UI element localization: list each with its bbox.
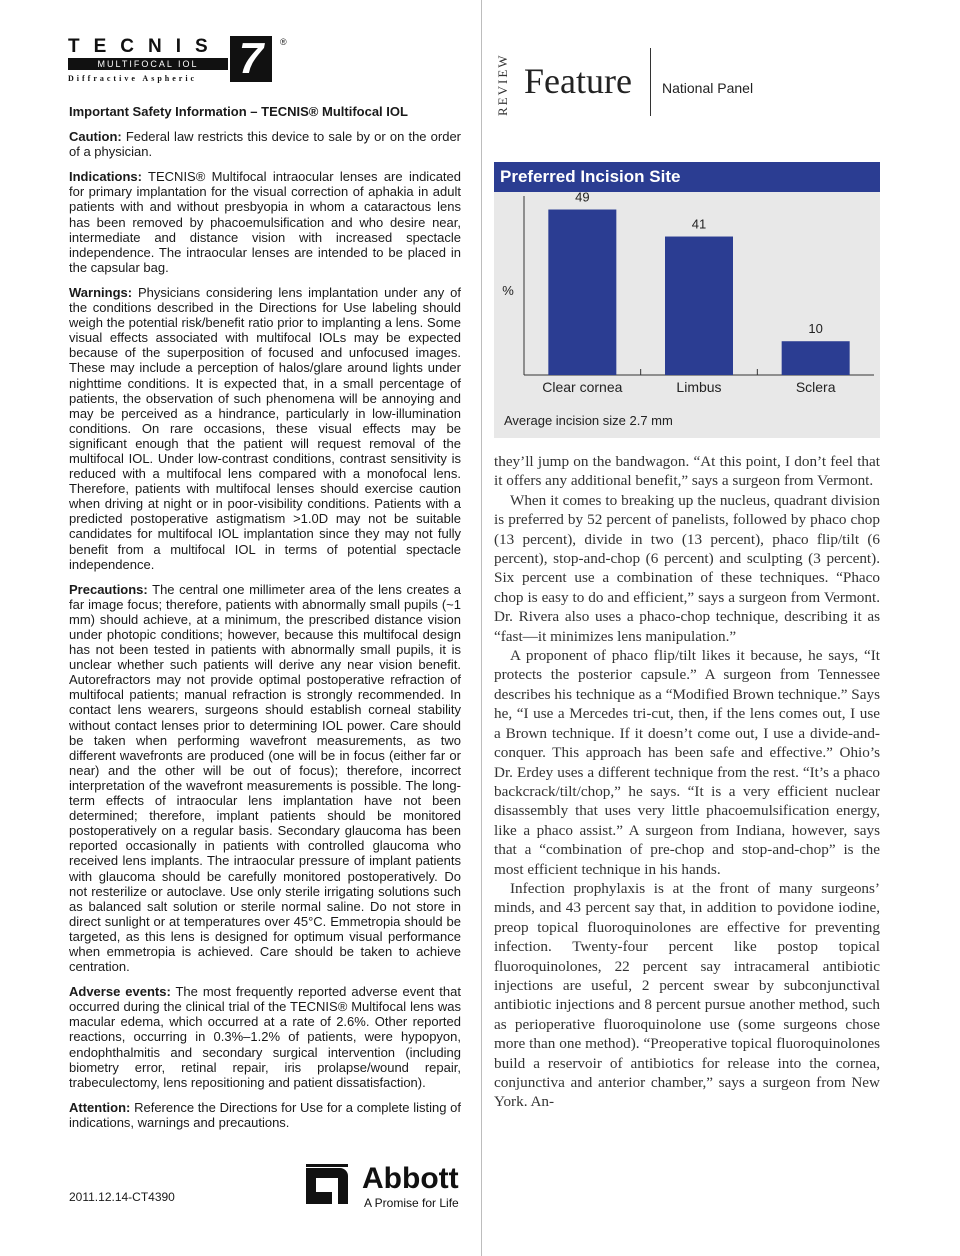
logo-subtitle: Diffractive Aspheric xyxy=(68,74,198,83)
data-label: 41 xyxy=(691,216,707,232)
bar-sclera xyxy=(782,341,850,375)
chart-title: Preferred Incision Site xyxy=(500,167,681,186)
bar-clear-cornea xyxy=(548,210,616,375)
abbott-name: Abbott xyxy=(362,1162,459,1195)
y-axis-label: % xyxy=(502,283,514,298)
safety-text: The most frequently reported adverse event that occurred during the clinical trial of the TECNIS® Multifocal lens was macular edema, which occurred at a rate of 2.6%. Other reported reactions, occurring in 0.3%–1.2% of patients, were hypopyon, endophthalmitis and secondary surgical intervention (including biometry error, retinal repair, iris prolapse/wound repair, trabeculectomy, lens repositioning and patient dissatisfaction). xyxy=(69,984,461,1090)
feature-title: Feature xyxy=(524,61,632,101)
bar-limbus xyxy=(665,237,733,375)
safety-label: Attention: xyxy=(69,1099,131,1115)
data-label: 49 xyxy=(575,192,590,205)
safety-label: Precautions: xyxy=(69,581,148,597)
incision-site-chart xyxy=(494,162,880,438)
safety-text: The central one millimeter area of the lens creates a far image focus; therefore, patients with abnormally small pupils (~1 mm) should achieve, at a minimum, the prescribed distance vision under photopic conditions; however, because this multifocal design has not been tested in patients with abnormally small pupils, it is unclear whether such patients will derive any near vision benefit. Autorefractors may not provide optimal postoperative refraction of multifocal patients; manual refraction is strongly recommended. In contact lens wearers, surgeons should establish corneal stability without contact lenses prior to determining IOL power. Care should be taken when performing wavefront measurements, as two different wavefronts are produced (one will be in focus (either far or near) and the other will be out of focus); therefore, incorrect interpretation of the wavefront measurements is possible. The long-term effects of intraocular lens implantation have not been determined; therefore, implant patients should be monitored postoperatively on a regular basis. Secondary glaucoma has been reported occasionally in patients with controlled glaucoma who received lens implants. The intraocular pressure of implant patients with glaucoma should be carefully monitored postoperatively. Do not resterilize or autoclave. Use only sterile irrigating solutions such as balanced salt solution or sterile normal saline. Do not store in direct sunlight or at temperatures over 45°C. Emmetropia should be targeted, as this lens is designed for optimum visual performance when emmetropia is achieved. Care should be taken to achieve centration. xyxy=(69,581,461,975)
article-paragraph: Infection prophylaxis is at the front of many surgeons’ minds, and 43 percent say that, in addition to povidone iodine, preop topical fluoroquinolones are effective for preventing infection. Twenty-four percent like postop topical fluoroquinolones, 22 percent say intracameral antibiotic injections are useful, 2 percent swear by subconjunctival antibiotic injections and 8 percent pursue another method, such as perioperative fluoroquinolone use (some surgeons chose more than one method). “Preoperative topical fluoroquinolones build a reservoir of antibiotics for release into the cornea, conjunctiva and anterior chamber,” says a surgeon from New York. An- xyxy=(494,879,880,1111)
section-label xyxy=(492,48,514,116)
safety-text: TECNIS® Multifocal intraocular lenses are indicated for primary implantation for the visual correction of aphakia in adult patients with and without presbyopia in whom a cataractous lens has been removed by phacoemulsification and who desire near, intermediate and distance vision with increased spectacle independence. The intraocular lenses are intended to be placed in the capsular bag. xyxy=(69,169,461,275)
data-label: 10 xyxy=(808,321,823,337)
safety-label: Indications: xyxy=(69,169,142,185)
article-body xyxy=(494,452,880,1112)
safety-text: Physicians considering lens implantation under any of the conditions described in the Directions for Use labeling should weigh the potential risk/benefit ratio prior to implanting a lens. Some visual effects associated with multifocal IOLs may be expected because of the superposition of focused and unfocused images. These may include a perception of halos/glare around lights under nighttime conditions. It is expected that, in a small percentage of patients, the observation of such phenomena will be annoying and may be perceived as a hindrance, particularly in low-illumination conditions. On rare occasions, these visual effects may be significant enough that the patient will request removal of the multifocal IOL. Under low-contrast conditions, contrast sensitivity is reduced with a multifocal lens compared with a monofocal lens. Therefore, patients with multifocal lenses should exercise caution when driving at night or in poor-visibility conditions. Patients with a predicted postoperative astigmatism >1.0D may not be suitable candidates for multifocal IOL implantation since they may not fully benefit from a multifocal IOL in terms of potential spectacle independence. xyxy=(69,284,461,572)
tecnis-logo xyxy=(68,34,287,84)
safety-attention xyxy=(69,1100,461,1130)
article-paragraph: they’ll jump on the bandwagon. “At this point, I don’t feel that it offers any additional benefit,” says a surgeon from Vermont. xyxy=(494,453,880,490)
safety-text: Reference the Directions for Use for a complete listing of indications, warnings and precautions. xyxy=(69,1099,461,1130)
logo-numeral: 7 xyxy=(230,36,272,82)
category-label: Limbus xyxy=(676,379,722,395)
safety-label: Adverse events: xyxy=(69,984,171,1000)
abbott-logo xyxy=(302,1162,472,1212)
chart-title-bar xyxy=(494,162,880,192)
safety-heading: Important Safety Information – TECNIS® Multifocal IOL xyxy=(69,104,408,119)
panel-label: National Panel xyxy=(662,80,754,96)
logo-registered: ® xyxy=(280,37,287,47)
safety-label: Caution: xyxy=(69,129,122,145)
abbott-mark-icon xyxy=(302,1164,352,1208)
column-divider xyxy=(481,0,482,1256)
logo-brand: TECNIS xyxy=(68,36,222,57)
article-paragraph: When it comes to breaking up the nucleus, quadrant division is preferred by 52 percent of panelists, followed by phaco chop (13 percent), divide in two (13 percent), phaco flip/tilt (6 percent), stop-and-chop (6 percent) and sculpting (3 percent). Six percent use a combination of these techniques. “Phaco chop is easy to do and efficient,” says a surgeon from Vermont. Dr. Rivera also uses a phaco-chop technique, describing it as “fast—it minimizes lens manipulation.” xyxy=(494,491,880,645)
document-code: 2011.12.14-CT4390 xyxy=(69,1190,175,1204)
header-separator xyxy=(650,48,651,116)
safety-adverse-events xyxy=(69,984,461,1090)
safety-precautions xyxy=(69,582,461,974)
safety-warnings xyxy=(69,285,461,572)
safety-caution xyxy=(69,129,461,159)
safety-label: Warnings: xyxy=(69,284,133,300)
article-paragraph: A proponent of phaco flip/tilt likes it because, he says, “It protects the posterior capsule.” A surgeon from Tennessee describes his technique as a “Modified Brown technique.” Says he, “I use a Mercedes tri-cut, then, if the lens comes out, I use a Brown technique. If it doesn’t come out, I use a divide-and-conquer. This approach has been safe and effective.” Ohio’s Dr. Erdey uses a different technique from the rest. “It’s a phaco backcrack/tilt/chop,” he says. “It is a very efficient nuclear disassembly that uses very little phacoemulsification energy, like a phaco assist.” A surgeon from Indiana, however, says that a “combination of pre-chop and stop-and-chop” is the most efficient technique in his hands. xyxy=(494,647,880,878)
category-label: Sclera xyxy=(795,379,836,395)
safety-indications xyxy=(69,169,461,275)
logo-product: MULTIFOCAL IOL xyxy=(68,58,228,70)
bar-chart xyxy=(494,192,880,408)
abbott-tagline: A Promise for Life xyxy=(364,1196,459,1210)
safety-text: Federal law restricts this device to sale by or on the order of a physician. xyxy=(69,129,461,160)
category-label: Clear cornea xyxy=(542,379,623,395)
chart-note: Average incision size 2.7 mm xyxy=(504,413,673,428)
section-label-text: REVIEW xyxy=(495,53,510,116)
safety-information xyxy=(69,104,461,1205)
